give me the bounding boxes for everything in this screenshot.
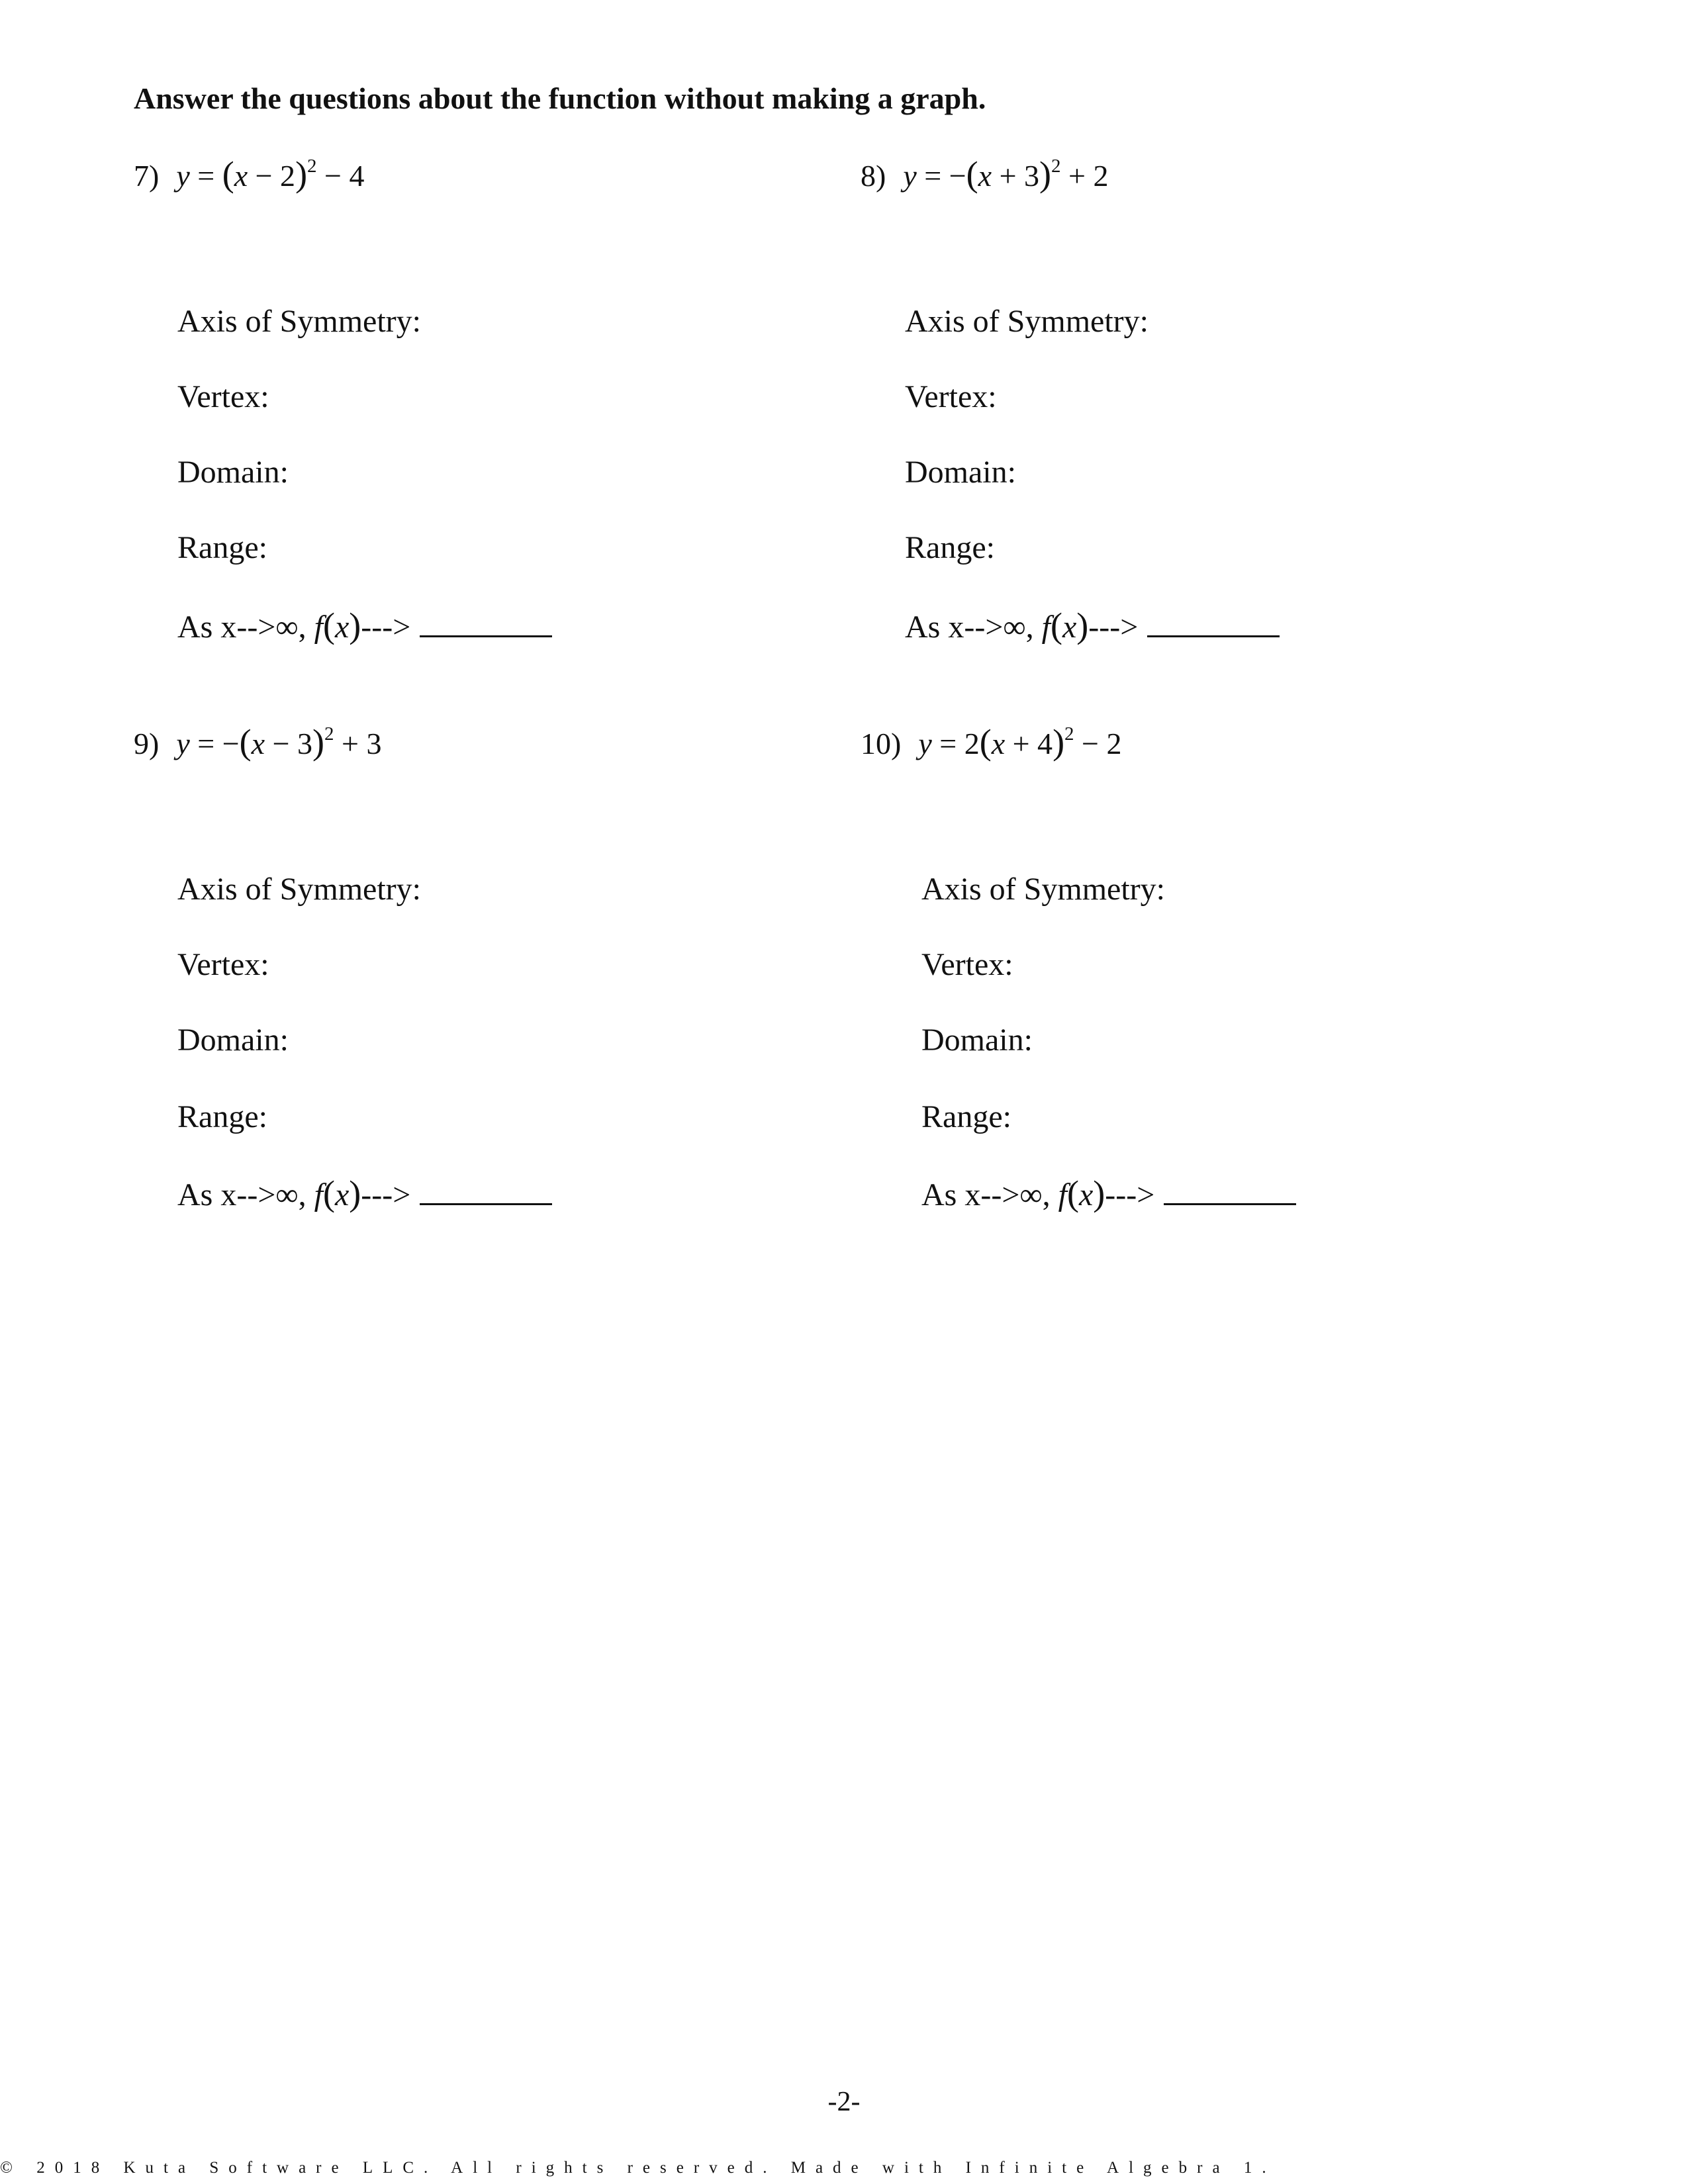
equation: $y = -(x - 3)^2 + 3$ bbox=[176, 722, 382, 762]
equation: $y = -(x + 3)^2 + 2$ bbox=[903, 154, 1109, 194]
equation: $y = 2(x + 4)^2 - 2$ bbox=[918, 722, 1122, 762]
domain-label: Domain: bbox=[921, 1023, 1033, 1058]
vertex-label: Vertex: bbox=[921, 947, 1013, 982]
axis-of-symmetry-label: Axis of Symmetry: bbox=[921, 872, 1165, 907]
vertex-label: Vertex: bbox=[177, 947, 269, 982]
end-behavior-label: As x-->∞, f(x)---> bbox=[177, 605, 552, 646]
range-label: Range: bbox=[921, 1099, 1011, 1134]
problem-8-equation bbox=[861, 154, 1108, 195]
answer-blank[interactable] bbox=[420, 606, 552, 637]
worksheet-instructions: Answer the questions about the function without making a graph. bbox=[134, 81, 986, 115]
domain-label: Domain: bbox=[905, 455, 1016, 490]
end-behavior-label: As x-->∞, f(x)---> bbox=[177, 1173, 552, 1214]
problem-number: 7) bbox=[134, 159, 160, 193]
page-number: -2- bbox=[827, 2087, 861, 2117]
answer-blank[interactable] bbox=[420, 1174, 552, 1205]
answer-blank[interactable] bbox=[1147, 606, 1280, 637]
equation: $y = (x - 2)^2 - 4$ bbox=[176, 154, 365, 194]
axis-of-symmetry-label: Axis of Symmetry: bbox=[177, 872, 421, 907]
answer-blank[interactable] bbox=[1164, 1174, 1296, 1205]
problem-7-equation bbox=[134, 154, 365, 195]
problem-number: 10) bbox=[861, 727, 902, 760]
range-label: Range: bbox=[905, 530, 995, 565]
axis-of-symmetry-label: Axis of Symmetry: bbox=[177, 304, 421, 339]
domain-label: Domain: bbox=[177, 455, 289, 490]
copyright-footer: © 2018 Kuta Software LLC. All rights reserved. Made with Infinite Algebra 1. bbox=[0, 2159, 1276, 2177]
problem-number: 9) bbox=[134, 727, 160, 760]
axis-of-symmetry-label: Axis of Symmetry: bbox=[905, 304, 1149, 339]
problem-10-equation bbox=[861, 721, 1122, 762]
problem-number: 8) bbox=[861, 159, 886, 193]
range-label: Range: bbox=[177, 530, 267, 565]
vertex-label: Vertex: bbox=[905, 379, 997, 414]
vertex-label: Vertex: bbox=[177, 379, 269, 414]
end-behavior-label: As x-->∞, f(x)---> bbox=[921, 1173, 1296, 1214]
end-behavior-label: As x-->∞, f(x)---> bbox=[905, 605, 1280, 646]
domain-label: Domain: bbox=[177, 1023, 289, 1058]
range-label: Range: bbox=[177, 1099, 267, 1134]
problem-9-equation bbox=[134, 721, 381, 762]
